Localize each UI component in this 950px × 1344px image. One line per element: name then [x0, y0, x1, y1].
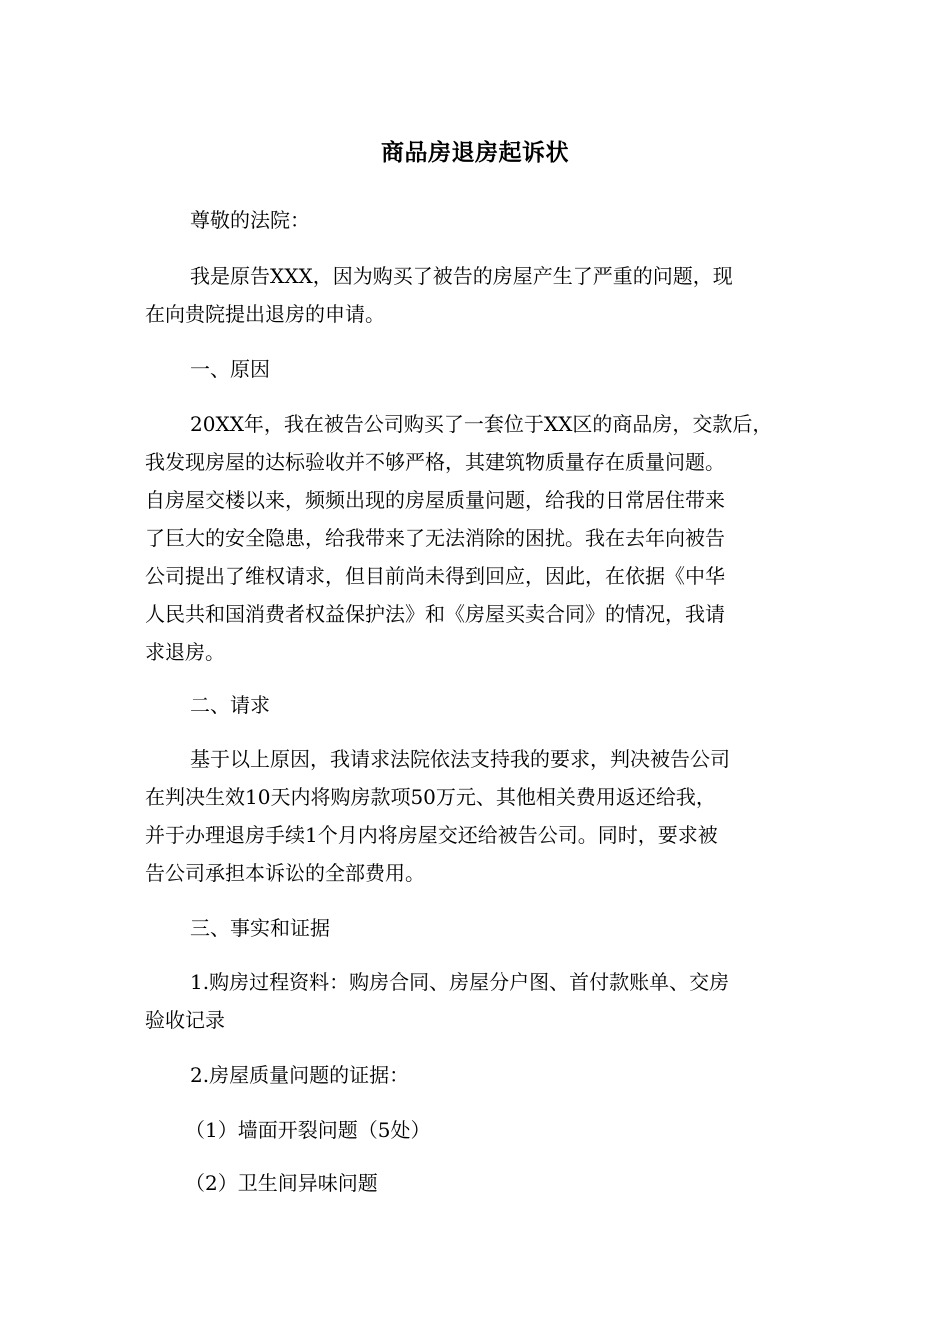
salutation-text: 尊敬的法院：	[190, 208, 310, 232]
intro-paragraph	[145, 257, 810, 333]
section-2-paragraph	[145, 740, 810, 892]
section-1-line-3: 自房屋交楼以来，频频出现的房屋质量问题，给我的日常居住带来	[145, 488, 725, 512]
salutation	[145, 201, 810, 239]
section-1-line-7: 求退房。	[145, 640, 225, 664]
evidence-2-sub-item-2-text: （2）卫生间异味问题	[185, 1171, 378, 1195]
section-2-line-4: 告公司承担本诉讼的全部费用。	[145, 861, 425, 885]
document-title: 商品房退房起诉状	[381, 140, 569, 166]
evidence-2-sub-item-2	[145, 1164, 810, 1202]
intro-line-2: 在向贵院提出退房的申请。	[145, 302, 385, 326]
evidence-1-line-2: 验收记录	[145, 1008, 225, 1032]
section-2-line-3: 并于办理退房手续1个月内将房屋交还给被告公司。同时，要求被	[145, 823, 718, 847]
section-2-line-1: 基于以上原因，我请求法院依法支持我的要求，判决被告公司	[190, 747, 730, 771]
section-2-heading-text: 二、请求	[190, 693, 270, 717]
section-3-heading	[145, 909, 810, 947]
evidence-1-line-1: 1.购房过程资料：购房合同、房屋分户图、首付款账单、交房	[190, 970, 730, 994]
evidence-2-text: 2.房屋质量问题的证据：	[190, 1063, 410, 1087]
section-1-line-4: 了巨大的安全隐患，给我带来了无法消除的困扰。我在去年向被告	[145, 526, 725, 550]
section-1-line-6: 人民共和国消费者权益保护法》和《房屋买卖合同》的情况，我请	[145, 602, 725, 626]
section-3-heading-text: 三、事实和证据	[190, 916, 330, 940]
section-2-heading	[145, 686, 810, 724]
evidence-2-sub-item-1	[145, 1111, 810, 1149]
section-1-paragraph	[145, 405, 810, 671]
section-1-heading	[145, 350, 810, 388]
evidence-item-1	[145, 963, 810, 1039]
section-1-line-2: 我发现房屋的达标验收并不够严格，其建筑物质量存在质量问题。	[145, 450, 725, 474]
evidence-2-sub-item-1-text: （1）墙面开裂问题（5处）	[185, 1118, 431, 1142]
evidence-item-2	[145, 1056, 810, 1094]
intro-line-1: 我是原告XXX，因为购买了被告的房屋产生了严重的问题，现	[190, 264, 733, 288]
section-1-heading-text: 一、原因	[190, 357, 270, 381]
section-1-line-5: 公司提出了维权请求，但目前尚未得到回应，因此，在依据《中华	[145, 564, 725, 588]
section-2-line-2: 在判决生效10天内将购房款项50万元、其他相关费用返还给我，	[145, 785, 716, 809]
section-1-line-1: 20XX年，我在被告公司购买了一套位于XX区的商品房，交款后，	[190, 412, 773, 436]
